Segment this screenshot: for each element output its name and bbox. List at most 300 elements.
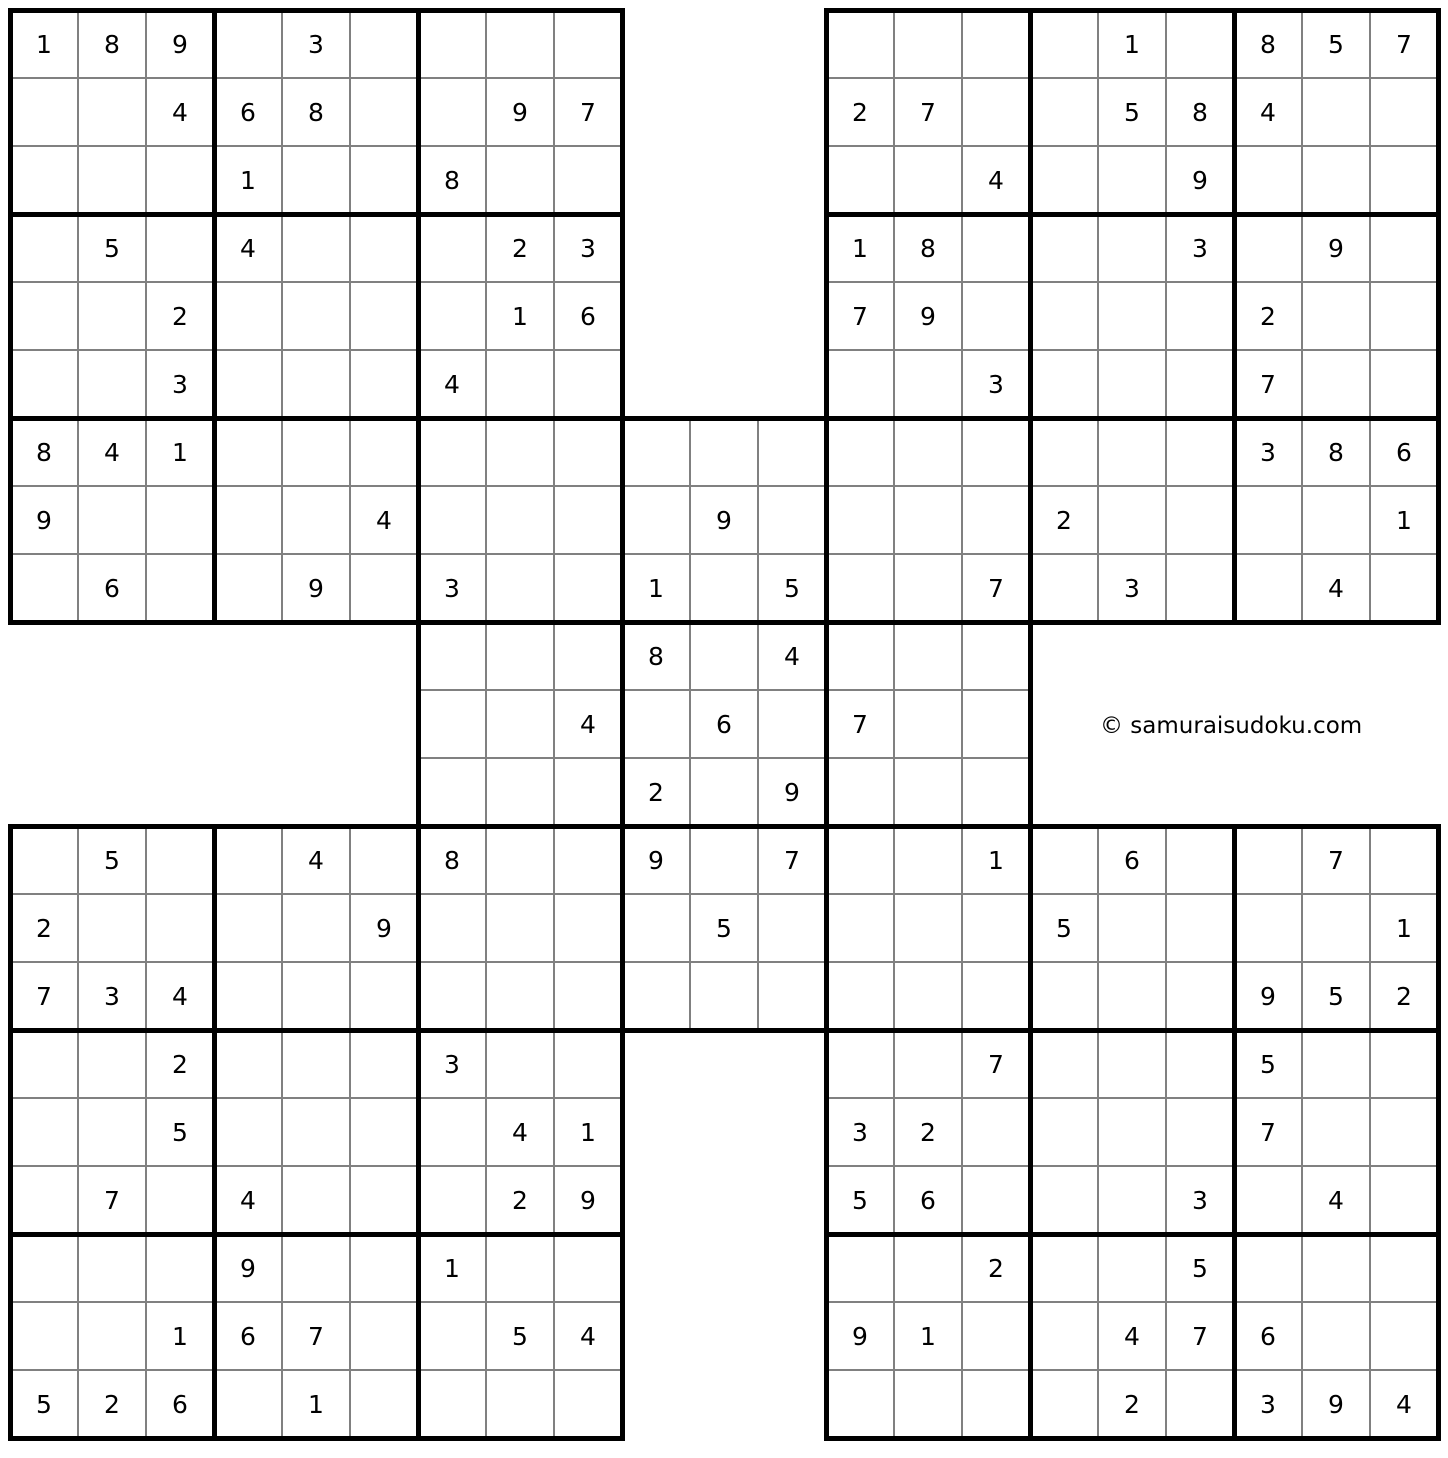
empty-cell[interactable] bbox=[146, 214, 214, 282]
empty-cell[interactable] bbox=[962, 690, 1030, 758]
given-cell: 5 bbox=[690, 894, 758, 962]
empty-cell[interactable] bbox=[10, 78, 78, 146]
empty-cell[interactable] bbox=[622, 690, 690, 758]
empty-cell[interactable] bbox=[826, 758, 894, 826]
empty-cell[interactable] bbox=[826, 554, 894, 622]
empty-cell[interactable] bbox=[486, 690, 554, 758]
given-cell: 6 bbox=[146, 1370, 214, 1438]
empty-cell[interactable] bbox=[894, 554, 962, 622]
empty-cell[interactable] bbox=[962, 78, 1030, 146]
empty-cell[interactable] bbox=[1302, 350, 1370, 418]
empty-cell[interactable] bbox=[1166, 282, 1234, 350]
empty-cell[interactable] bbox=[690, 758, 758, 826]
empty-cell[interactable] bbox=[554, 758, 622, 826]
empty-cell[interactable] bbox=[1098, 894, 1166, 962]
empty-cell[interactable] bbox=[622, 894, 690, 962]
empty-cell[interactable] bbox=[282, 1098, 350, 1166]
empty-cell[interactable] bbox=[962, 1370, 1030, 1438]
empty-cell[interactable] bbox=[554, 1234, 622, 1302]
given-cell: 9 bbox=[690, 486, 758, 554]
empty-cell[interactable] bbox=[962, 758, 1030, 826]
empty-cell[interactable] bbox=[1370, 1030, 1438, 1098]
empty-cell[interactable] bbox=[894, 1370, 962, 1438]
empty-cell[interactable] bbox=[214, 554, 282, 622]
given-cell: 5 bbox=[758, 554, 826, 622]
empty-cell[interactable] bbox=[1166, 554, 1234, 622]
given-cell: 1 bbox=[554, 1098, 622, 1166]
empty-cell[interactable] bbox=[486, 894, 554, 962]
empty-cell[interactable] bbox=[486, 418, 554, 486]
given-cell: 1 bbox=[1098, 10, 1166, 78]
empty-cell[interactable] bbox=[282, 1030, 350, 1098]
empty-cell[interactable] bbox=[1302, 486, 1370, 554]
empty-cell[interactable] bbox=[1166, 418, 1234, 486]
empty-cell[interactable] bbox=[962, 282, 1030, 350]
empty-cell[interactable] bbox=[282, 418, 350, 486]
empty-cell[interactable] bbox=[1302, 146, 1370, 214]
empty-cell[interactable] bbox=[894, 622, 962, 690]
empty-cell[interactable] bbox=[350, 146, 418, 214]
empty-cell[interactable] bbox=[1098, 350, 1166, 418]
given-cell: 3 bbox=[1166, 1166, 1234, 1234]
empty-cell[interactable] bbox=[690, 554, 758, 622]
empty-cell[interactable] bbox=[894, 1030, 962, 1098]
empty-cell[interactable] bbox=[622, 418, 690, 486]
empty-cell[interactable] bbox=[1030, 1370, 1098, 1438]
empty-cell[interactable] bbox=[1098, 418, 1166, 486]
empty-cell[interactable] bbox=[78, 1030, 146, 1098]
given-cell: 7 bbox=[1234, 350, 1302, 418]
given-cell: 1 bbox=[418, 1234, 486, 1302]
empty-cell[interactable] bbox=[826, 486, 894, 554]
empty-cell[interactable] bbox=[962, 214, 1030, 282]
given-cell: 3 bbox=[1166, 214, 1234, 282]
empty-cell[interactable] bbox=[1098, 282, 1166, 350]
empty-cell[interactable] bbox=[1234, 894, 1302, 962]
empty-cell[interactable] bbox=[1098, 146, 1166, 214]
empty-cell[interactable] bbox=[78, 146, 146, 214]
given-cell: 4 bbox=[962, 146, 1030, 214]
given-cell: 4 bbox=[418, 350, 486, 418]
empty-cell[interactable] bbox=[758, 962, 826, 1030]
empty-cell[interactable] bbox=[486, 826, 554, 894]
empty-cell[interactable] bbox=[418, 894, 486, 962]
empty-cell[interactable] bbox=[146, 554, 214, 622]
empty-cell[interactable] bbox=[1370, 554, 1438, 622]
empty-cell[interactable] bbox=[486, 146, 554, 214]
empty-cell[interactable] bbox=[350, 214, 418, 282]
empty-cell[interactable] bbox=[78, 894, 146, 962]
given-cell: 6 bbox=[1098, 826, 1166, 894]
given-cell: 2 bbox=[146, 1030, 214, 1098]
empty-cell[interactable] bbox=[282, 350, 350, 418]
empty-cell[interactable] bbox=[78, 486, 146, 554]
given-cell: 9 bbox=[350, 894, 418, 962]
empty-cell[interactable] bbox=[962, 1098, 1030, 1166]
empty-cell[interactable] bbox=[350, 282, 418, 350]
given-cell: 3 bbox=[826, 1098, 894, 1166]
empty-cell[interactable] bbox=[1234, 1166, 1302, 1234]
empty-cell[interactable] bbox=[418, 962, 486, 1030]
empty-cell[interactable] bbox=[554, 146, 622, 214]
empty-cell[interactable] bbox=[1166, 1098, 1234, 1166]
empty-cell[interactable] bbox=[282, 146, 350, 214]
given-cell: 8 bbox=[1234, 10, 1302, 78]
empty-cell[interactable] bbox=[214, 350, 282, 418]
empty-cell[interactable] bbox=[1302, 1098, 1370, 1166]
empty-cell[interactable] bbox=[418, 1302, 486, 1370]
empty-cell[interactable] bbox=[690, 826, 758, 894]
given-cell: 4 bbox=[214, 214, 282, 282]
given-cell: 1 bbox=[1370, 894, 1438, 962]
empty-cell[interactable] bbox=[282, 282, 350, 350]
given-cell: 3 bbox=[1234, 1370, 1302, 1438]
empty-cell[interactable] bbox=[962, 962, 1030, 1030]
given-cell: 6 bbox=[214, 1302, 282, 1370]
given-cell: 2 bbox=[78, 1370, 146, 1438]
empty-cell[interactable] bbox=[826, 350, 894, 418]
empty-cell[interactable] bbox=[826, 1370, 894, 1438]
empty-cell[interactable] bbox=[1234, 826, 1302, 894]
empty-cell[interactable] bbox=[1030, 214, 1098, 282]
empty-cell[interactable] bbox=[1302, 1302, 1370, 1370]
empty-cell[interactable] bbox=[1098, 1030, 1166, 1098]
empty-cell[interactable] bbox=[214, 10, 282, 78]
empty-cell[interactable] bbox=[10, 1302, 78, 1370]
given-cell: 4 bbox=[554, 690, 622, 758]
empty-cell[interactable] bbox=[10, 282, 78, 350]
given-cell: 8 bbox=[418, 146, 486, 214]
empty-cell[interactable] bbox=[1030, 826, 1098, 894]
empty-cell[interactable] bbox=[962, 486, 1030, 554]
given-cell: 3 bbox=[418, 1030, 486, 1098]
empty-cell[interactable] bbox=[486, 1234, 554, 1302]
empty-cell[interactable] bbox=[486, 1370, 554, 1438]
empty-cell[interactable] bbox=[1234, 146, 1302, 214]
empty-cell[interactable] bbox=[1370, 214, 1438, 282]
empty-cell[interactable] bbox=[350, 826, 418, 894]
empty-cell[interactable] bbox=[418, 10, 486, 78]
empty-cell[interactable] bbox=[418, 214, 486, 282]
empty-cell[interactable] bbox=[486, 1030, 554, 1098]
empty-cell[interactable] bbox=[1098, 486, 1166, 554]
empty-cell[interactable] bbox=[1030, 78, 1098, 146]
empty-cell[interactable] bbox=[10, 826, 78, 894]
empty-cell[interactable] bbox=[1030, 146, 1098, 214]
empty-cell[interactable] bbox=[554, 418, 622, 486]
given-cell: 2 bbox=[1370, 962, 1438, 1030]
empty-cell[interactable] bbox=[1030, 1234, 1098, 1302]
empty-cell[interactable] bbox=[10, 1166, 78, 1234]
empty-cell[interactable] bbox=[826, 10, 894, 78]
empty-cell[interactable] bbox=[758, 486, 826, 554]
empty-cell[interactable] bbox=[1166, 486, 1234, 554]
empty-cell[interactable] bbox=[826, 894, 894, 962]
empty-cell[interactable] bbox=[282, 1166, 350, 1234]
empty-cell[interactable] bbox=[146, 146, 214, 214]
empty-cell[interactable] bbox=[10, 1234, 78, 1302]
empty-cell[interactable] bbox=[78, 1098, 146, 1166]
empty-cell[interactable] bbox=[418, 1098, 486, 1166]
empty-cell[interactable] bbox=[214, 962, 282, 1030]
empty-cell[interactable] bbox=[962, 10, 1030, 78]
empty-cell[interactable] bbox=[350, 1098, 418, 1166]
given-cell: 9 bbox=[282, 554, 350, 622]
given-cell: 2 bbox=[1098, 1370, 1166, 1438]
empty-cell[interactable] bbox=[1370, 1234, 1438, 1302]
empty-cell[interactable] bbox=[350, 1166, 418, 1234]
empty-cell[interactable] bbox=[826, 826, 894, 894]
empty-cell[interactable] bbox=[282, 214, 350, 282]
empty-cell[interactable] bbox=[758, 894, 826, 962]
empty-cell[interactable] bbox=[622, 962, 690, 1030]
empty-cell[interactable] bbox=[350, 350, 418, 418]
empty-cell[interactable] bbox=[282, 1234, 350, 1302]
given-cell: 3 bbox=[78, 962, 146, 1030]
empty-cell[interactable] bbox=[10, 146, 78, 214]
empty-cell[interactable] bbox=[78, 1302, 146, 1370]
empty-cell[interactable] bbox=[486, 758, 554, 826]
empty-cell[interactable] bbox=[78, 350, 146, 418]
empty-cell[interactable] bbox=[894, 350, 962, 418]
empty-cell[interactable] bbox=[894, 10, 962, 78]
empty-cell[interactable] bbox=[214, 282, 282, 350]
given-cell: 5 bbox=[10, 1370, 78, 1438]
given-cell: 1 bbox=[486, 282, 554, 350]
empty-cell[interactable] bbox=[1370, 146, 1438, 214]
empty-cell[interactable] bbox=[350, 1030, 418, 1098]
given-cell: 1 bbox=[282, 1370, 350, 1438]
empty-cell[interactable] bbox=[1166, 1030, 1234, 1098]
empty-cell[interactable] bbox=[350, 418, 418, 486]
empty-cell[interactable] bbox=[1370, 350, 1438, 418]
empty-cell[interactable] bbox=[10, 350, 78, 418]
empty-cell[interactable] bbox=[894, 962, 962, 1030]
given-cell: 9 bbox=[894, 282, 962, 350]
empty-cell[interactable] bbox=[350, 1370, 418, 1438]
empty-cell[interactable] bbox=[1370, 826, 1438, 894]
given-cell: 4 bbox=[146, 78, 214, 146]
empty-cell[interactable] bbox=[1098, 962, 1166, 1030]
empty-cell[interactable] bbox=[826, 418, 894, 486]
empty-cell[interactable] bbox=[1234, 554, 1302, 622]
empty-cell[interactable] bbox=[758, 418, 826, 486]
given-cell: 9 bbox=[1166, 146, 1234, 214]
given-cell: 9 bbox=[214, 1234, 282, 1302]
empty-cell[interactable] bbox=[1370, 1166, 1438, 1234]
empty-cell[interactable] bbox=[554, 554, 622, 622]
given-cell: 7 bbox=[10, 962, 78, 1030]
given-cell: 7 bbox=[554, 78, 622, 146]
empty-cell[interactable] bbox=[826, 622, 894, 690]
empty-cell[interactable] bbox=[894, 146, 962, 214]
empty-cell[interactable] bbox=[962, 622, 1030, 690]
empty-cell[interactable] bbox=[1166, 962, 1234, 1030]
given-cell: 4 bbox=[282, 826, 350, 894]
empty-cell[interactable] bbox=[146, 486, 214, 554]
empty-cell[interactable] bbox=[690, 962, 758, 1030]
empty-cell[interactable] bbox=[1302, 1030, 1370, 1098]
empty-cell[interactable] bbox=[962, 1302, 1030, 1370]
given-cell: 9 bbox=[758, 758, 826, 826]
empty-cell[interactable] bbox=[690, 622, 758, 690]
empty-cell[interactable] bbox=[554, 1370, 622, 1438]
empty-cell[interactable] bbox=[1302, 894, 1370, 962]
empty-cell[interactable] bbox=[78, 78, 146, 146]
given-cell: 4 bbox=[350, 486, 418, 554]
empty-cell[interactable] bbox=[962, 1166, 1030, 1234]
empty-cell[interactable] bbox=[350, 1302, 418, 1370]
empty-cell[interactable] bbox=[418, 282, 486, 350]
empty-cell[interactable] bbox=[1370, 1098, 1438, 1166]
empty-cell[interactable] bbox=[826, 1030, 894, 1098]
empty-cell[interactable] bbox=[1302, 282, 1370, 350]
empty-cell[interactable] bbox=[826, 146, 894, 214]
empty-cell[interactable] bbox=[622, 486, 690, 554]
empty-cell[interactable] bbox=[486, 350, 554, 418]
empty-cell[interactable] bbox=[962, 894, 1030, 962]
empty-cell[interactable] bbox=[214, 1098, 282, 1166]
empty-cell[interactable] bbox=[486, 10, 554, 78]
empty-cell[interactable] bbox=[10, 554, 78, 622]
empty-cell[interactable] bbox=[894, 418, 962, 486]
empty-cell[interactable] bbox=[214, 826, 282, 894]
empty-cell[interactable] bbox=[78, 1234, 146, 1302]
empty-cell[interactable] bbox=[418, 418, 486, 486]
empty-cell[interactable] bbox=[146, 894, 214, 962]
empty-cell[interactable] bbox=[486, 962, 554, 1030]
empty-cell[interactable] bbox=[894, 690, 962, 758]
given-cell: 4 bbox=[758, 622, 826, 690]
empty-cell[interactable] bbox=[1030, 418, 1098, 486]
empty-cell[interactable] bbox=[1030, 554, 1098, 622]
empty-cell[interactable] bbox=[486, 554, 554, 622]
given-cell: 4 bbox=[1302, 554, 1370, 622]
empty-cell[interactable] bbox=[418, 690, 486, 758]
empty-cell[interactable] bbox=[554, 826, 622, 894]
empty-cell[interactable] bbox=[1030, 1166, 1098, 1234]
empty-cell[interactable] bbox=[1030, 282, 1098, 350]
empty-cell[interactable] bbox=[1370, 78, 1438, 146]
given-cell: 3 bbox=[146, 350, 214, 418]
empty-cell[interactable] bbox=[146, 1166, 214, 1234]
empty-cell[interactable] bbox=[10, 1030, 78, 1098]
empty-cell[interactable] bbox=[1370, 1302, 1438, 1370]
empty-cell[interactable] bbox=[214, 486, 282, 554]
empty-cell[interactable] bbox=[1030, 1030, 1098, 1098]
empty-cell[interactable] bbox=[282, 486, 350, 554]
empty-cell[interactable] bbox=[418, 78, 486, 146]
given-cell: 5 bbox=[78, 826, 146, 894]
given-cell: 1 bbox=[146, 1302, 214, 1370]
empty-cell[interactable] bbox=[1098, 1234, 1166, 1302]
empty-cell[interactable] bbox=[1166, 1370, 1234, 1438]
empty-cell[interactable] bbox=[554, 962, 622, 1030]
empty-cell[interactable] bbox=[894, 486, 962, 554]
empty-cell[interactable] bbox=[1098, 1098, 1166, 1166]
empty-cell[interactable] bbox=[146, 1234, 214, 1302]
empty-cell[interactable] bbox=[690, 418, 758, 486]
given-cell: 2 bbox=[962, 1234, 1030, 1302]
empty-cell[interactable] bbox=[1166, 350, 1234, 418]
empty-cell[interactable] bbox=[962, 418, 1030, 486]
empty-cell[interactable] bbox=[418, 1166, 486, 1234]
copyright-text: © samuraisudoku.com bbox=[1100, 713, 1363, 739]
empty-cell[interactable] bbox=[486, 622, 554, 690]
empty-cell[interactable] bbox=[1234, 1234, 1302, 1302]
empty-cell[interactable] bbox=[146, 826, 214, 894]
empty-cell[interactable] bbox=[1370, 282, 1438, 350]
empty-cell[interactable] bbox=[1030, 10, 1098, 78]
empty-cell[interactable] bbox=[350, 554, 418, 622]
given-cell: 9 bbox=[1302, 214, 1370, 282]
empty-cell[interactable] bbox=[1030, 1302, 1098, 1370]
empty-cell[interactable] bbox=[10, 214, 78, 282]
empty-cell[interactable] bbox=[894, 826, 962, 894]
empty-cell[interactable] bbox=[554, 10, 622, 78]
empty-cell[interactable] bbox=[486, 486, 554, 554]
given-cell: 8 bbox=[78, 10, 146, 78]
empty-cell[interactable] bbox=[350, 1234, 418, 1302]
empty-cell[interactable] bbox=[350, 78, 418, 146]
empty-cell[interactable] bbox=[418, 486, 486, 554]
empty-cell[interactable] bbox=[418, 622, 486, 690]
empty-cell[interactable] bbox=[10, 1098, 78, 1166]
empty-cell[interactable] bbox=[1030, 350, 1098, 418]
empty-cell[interactable] bbox=[1030, 1098, 1098, 1166]
empty-cell[interactable] bbox=[894, 758, 962, 826]
empty-cell[interactable] bbox=[554, 622, 622, 690]
empty-cell[interactable] bbox=[1302, 1234, 1370, 1302]
empty-cell[interactable] bbox=[1166, 10, 1234, 78]
empty-cell[interactable] bbox=[826, 962, 894, 1030]
given-cell: 9 bbox=[10, 486, 78, 554]
given-cell: 2 bbox=[826, 78, 894, 146]
empty-cell[interactable] bbox=[214, 418, 282, 486]
empty-cell[interactable] bbox=[214, 894, 282, 962]
empty-cell[interactable] bbox=[350, 962, 418, 1030]
given-cell: 3 bbox=[1098, 554, 1166, 622]
empty-cell[interactable] bbox=[214, 1370, 282, 1438]
empty-cell[interactable] bbox=[418, 1370, 486, 1438]
given-cell: 2 bbox=[10, 894, 78, 962]
empty-cell[interactable] bbox=[554, 486, 622, 554]
empty-cell[interactable] bbox=[554, 350, 622, 418]
empty-cell[interactable] bbox=[554, 1030, 622, 1098]
empty-cell[interactable] bbox=[1030, 962, 1098, 1030]
empty-cell[interactable] bbox=[894, 1234, 962, 1302]
empty-cell[interactable] bbox=[894, 894, 962, 962]
empty-cell[interactable] bbox=[1166, 894, 1234, 962]
empty-cell[interactable] bbox=[1234, 214, 1302, 282]
empty-cell[interactable] bbox=[1098, 214, 1166, 282]
empty-cell[interactable] bbox=[1302, 78, 1370, 146]
empty-cell[interactable] bbox=[214, 1030, 282, 1098]
empty-cell[interactable] bbox=[826, 1234, 894, 1302]
empty-cell[interactable] bbox=[554, 894, 622, 962]
given-cell: 7 bbox=[78, 1166, 146, 1234]
empty-cell[interactable] bbox=[1098, 1166, 1166, 1234]
given-cell: 2 bbox=[1030, 486, 1098, 554]
empty-cell[interactable] bbox=[282, 962, 350, 1030]
empty-cell[interactable] bbox=[758, 690, 826, 758]
empty-cell[interactable] bbox=[1166, 826, 1234, 894]
empty-cell[interactable] bbox=[350, 10, 418, 78]
empty-cell[interactable] bbox=[418, 758, 486, 826]
empty-cell[interactable] bbox=[282, 894, 350, 962]
empty-cell[interactable] bbox=[78, 282, 146, 350]
empty-cell[interactable] bbox=[1234, 486, 1302, 554]
